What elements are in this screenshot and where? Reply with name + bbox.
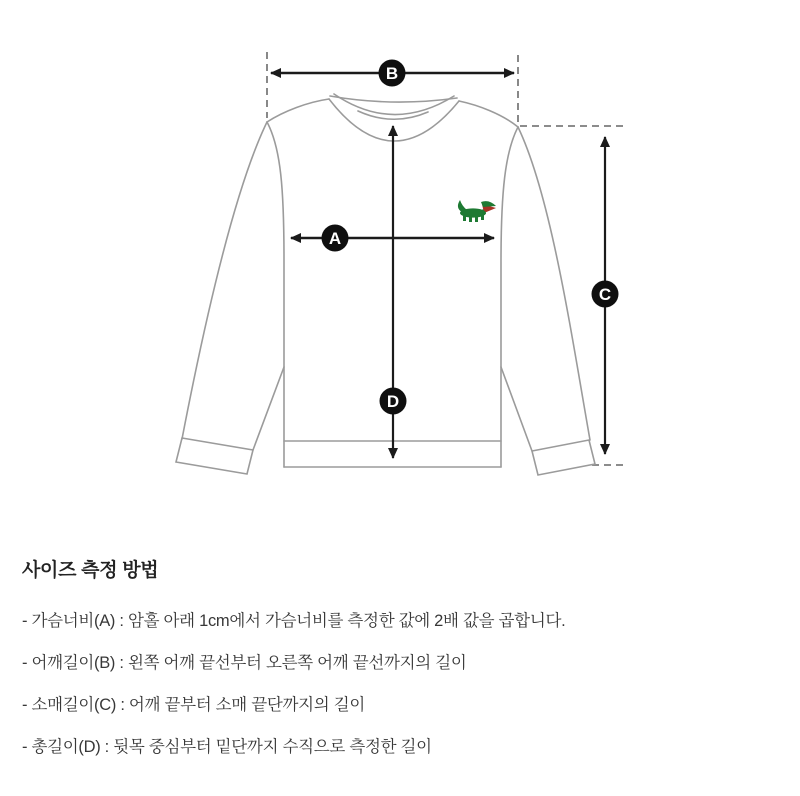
measurement-arrows [271, 73, 605, 458]
instruction-chest-width: - 가슴너비(A) : 암홀 아래 1cm에서 가슴너비를 측정한 값에 2배 값을 곱합니다. [22, 612, 566, 630]
collar-back-top-edge [330, 96, 457, 102]
right-cuff-band [532, 440, 595, 475]
measurement-instructions [22, 556, 782, 768]
crocodile-upper-jaw [481, 201, 496, 207]
right-body-edge [501, 127, 518, 467]
left-sleeve-underseam [253, 367, 284, 450]
left-sleeve-outer-edge [182, 122, 267, 439]
garment-outline [176, 94, 595, 475]
crocodile-leg [469, 217, 472, 222]
badge-D-letter: D [386, 392, 400, 411]
instruction-sleeve-length: - 소매길이(C) : 어깨 끝부터 소매 끝단까지의 길이 [22, 696, 365, 714]
instruction-total-length: - 총길이(D) : 뒷목 중심부터 밑단까지 수직으로 측정한 길이 [22, 738, 432, 756]
left-shoulder-line [267, 99, 329, 122]
badge-C-letter: C [598, 285, 612, 304]
instruction-shoulder-width: - 어깨길이(B) : 왼쪽 어깨 끝선부터 오른쪽 어깨 끝선까지의 길이 [22, 654, 467, 672]
left-body-edge [267, 122, 284, 467]
badge-A-letter: A [328, 229, 342, 248]
crocodile-leg [475, 217, 478, 222]
left-cuff-band [176, 438, 253, 474]
instructions-heading: 사이즈 측정 방법 [22, 560, 159, 581]
right-sleeve-outer-edge [518, 127, 590, 440]
dashed-guides [267, 52, 625, 465]
badge-B-letter: B [385, 64, 399, 83]
crocodile-leg [463, 216, 466, 221]
crocodile-leg [481, 215, 484, 220]
right-shoulder-line [459, 101, 518, 127]
neck-opening-edge [334, 94, 454, 115]
crocodile-logo-icon [458, 200, 496, 222]
right-sleeve-underseam [501, 367, 532, 451]
